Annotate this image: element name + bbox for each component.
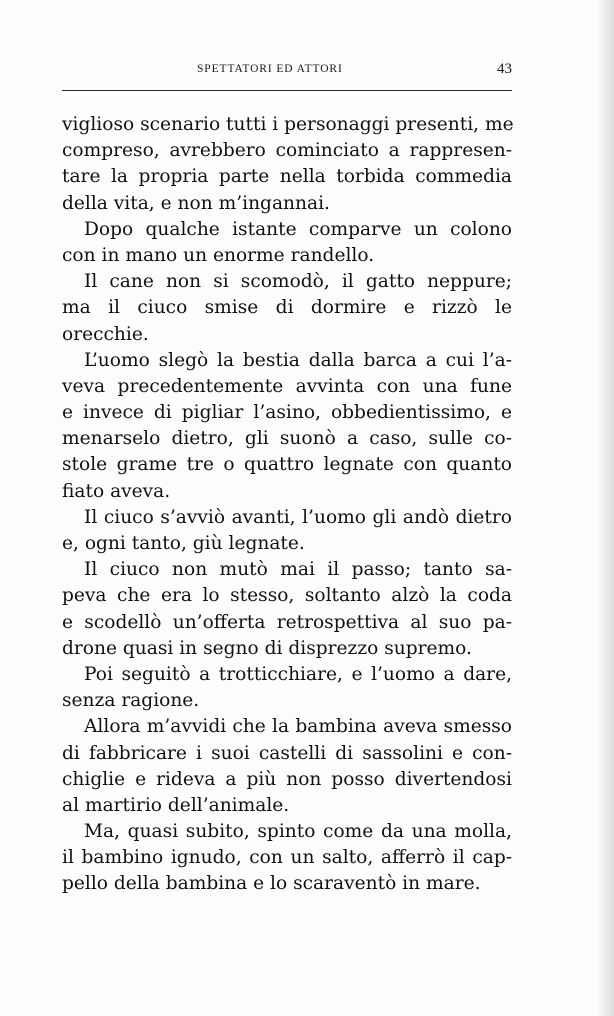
text-line: Allora m’avvidi che la bambina aveva smesso xyxy=(84,716,512,738)
body-text xyxy=(62,112,512,898)
page-edge-shadow xyxy=(596,0,614,1016)
text-line: Poi seguitò a trotticchiare, e l’uomo a dare, xyxy=(84,663,512,685)
text-line: Il cane non si scomodò, il gatto neppure; xyxy=(84,271,512,293)
text-line: il bambino ignudo, con un salto, afferrò il cap- xyxy=(62,847,512,869)
running-title: SPETTATORI ED ATTORI xyxy=(197,63,343,75)
text-line: al martirio dell’animale. xyxy=(62,794,290,816)
text-line: peva che era lo stesso, soltanto alzò la coda xyxy=(62,585,512,607)
text-line: menarselo dietro, gli suonò a caso, sulle co- xyxy=(62,428,512,450)
text-line: orecchie. xyxy=(62,323,149,345)
text-line: Dopo qualche istante comparve un colono xyxy=(84,218,512,240)
text-line: e invece di pigliar l’asino, obbedientissimo, e xyxy=(62,402,512,424)
page-number: 43 xyxy=(497,61,512,77)
text-line: drone quasi in segno di disprezzo supremo. xyxy=(62,637,472,659)
text-line: e scodellò un’offerta retrospettiva al suo pa- xyxy=(62,611,512,633)
text-line: di fabbricare i suoi castelli di sassolini e con- xyxy=(62,742,512,764)
text-line: L’uomo slegò la bestia dalla barca a cui l’a- xyxy=(84,349,512,371)
text-line: e, ogni tanto, giù legnate. xyxy=(62,533,305,554)
text-line: ma il ciuco smise di dormire e rizzò le xyxy=(62,297,512,319)
header-rule xyxy=(62,90,512,91)
text-line: senza ragione. xyxy=(62,690,200,712)
text-line: Il ciuco non mutò mai il passo; tanto sa- xyxy=(84,559,512,581)
text-line: fiato aveva. xyxy=(62,480,171,502)
text-line: viglioso scenario tutti i personaggi presenti, me xyxy=(62,114,514,135)
text-line: pello della bambina e lo scaraventò in mare. xyxy=(62,873,481,895)
text-line: Ma, quasi subito, spinto come da una molla, xyxy=(84,821,512,843)
text-line: della vita, e non m’ingannai. xyxy=(62,192,330,214)
text-line: compreso, avrebbero cominciato a rappresen- xyxy=(62,140,512,162)
text-line: Il ciuco s’avviò avanti, l’uomo gli andò dietro xyxy=(84,506,512,528)
text-line: chiglie e rideva a più non posso divertendosi xyxy=(62,768,512,790)
text-line: con in mano un enorme randello. xyxy=(62,244,375,266)
text-line: tare la propria parte nella torbida commedia xyxy=(62,166,512,188)
text-line: veva precedentemente avvinta con una fune xyxy=(62,375,512,397)
text-line: stole grame tre o quattro legnate con quanto xyxy=(62,454,512,476)
page-header xyxy=(62,61,512,87)
